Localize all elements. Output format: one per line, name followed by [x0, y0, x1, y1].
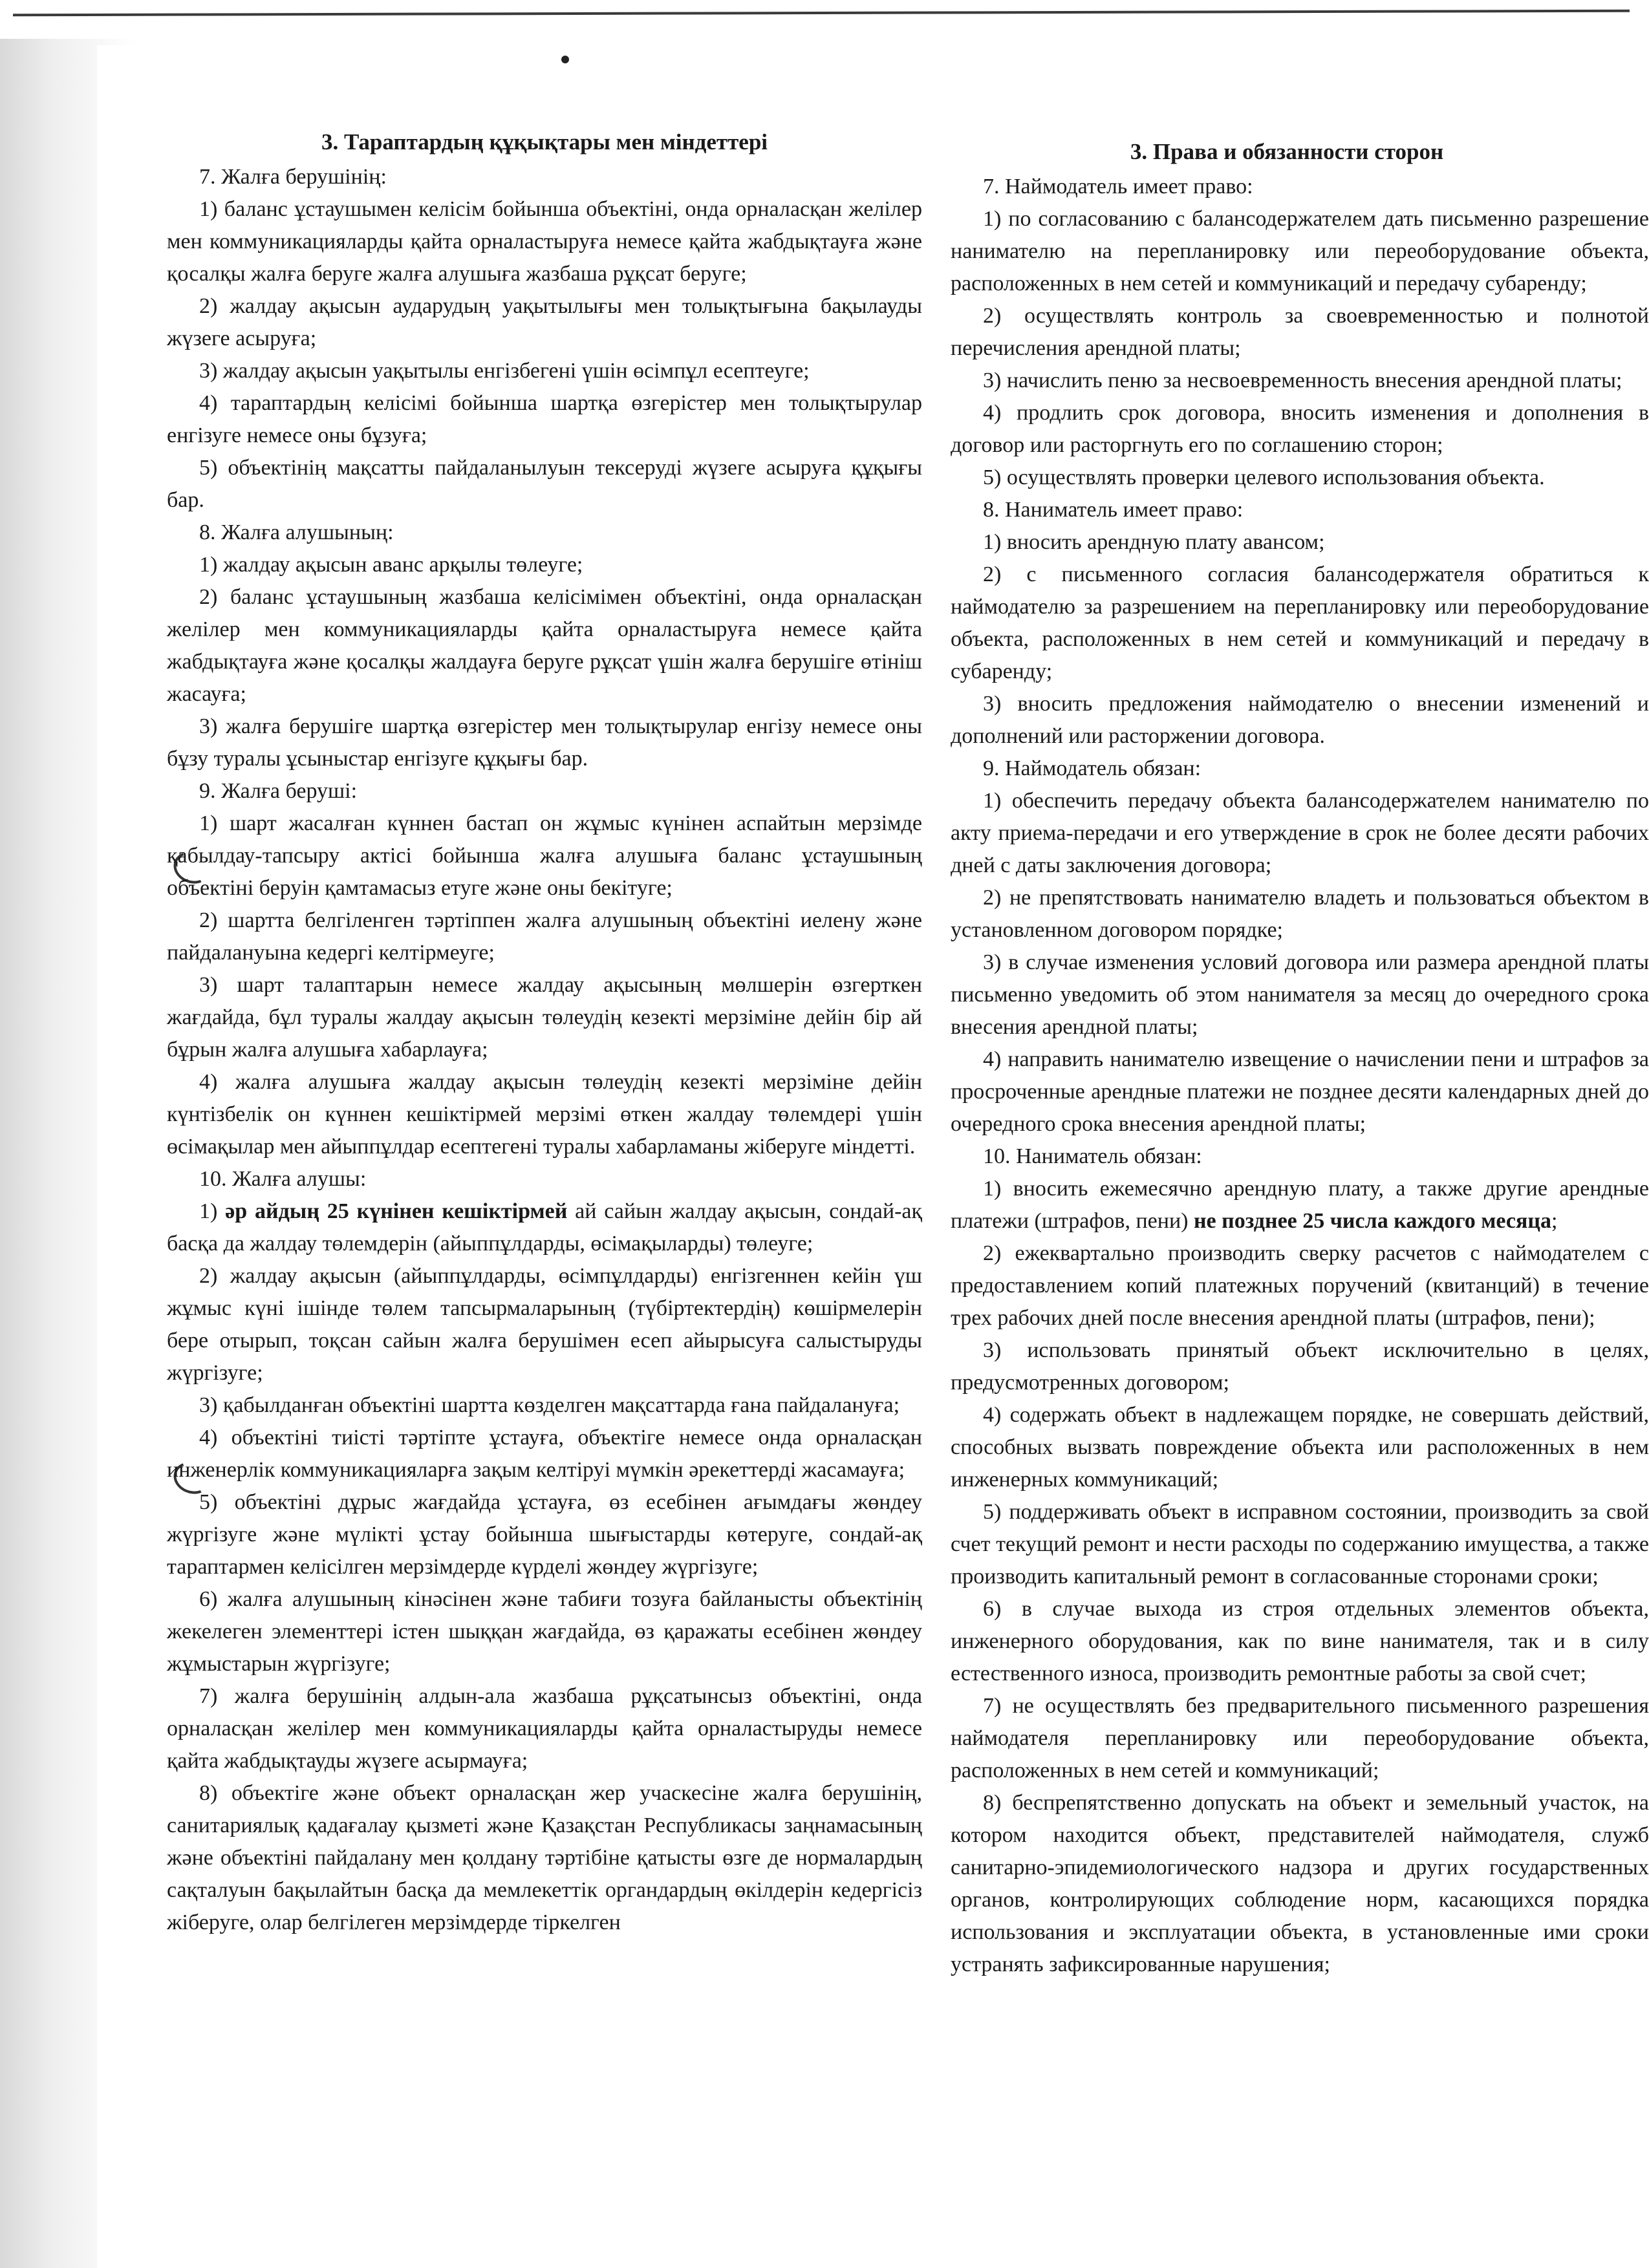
scan-top-edge	[13, 10, 1630, 17]
russian-paragraph-r10-4: 4) содержать объект в надлежащем порядке, не совершать действий, способных вызвать повреждение объекта или расположенных в нем инженерных коммуникаций;	[951, 1403, 1649, 1492]
russian-paragraph-r9-1: 1) обеспечить передачу объекта балансодержателем нанимателю по акту приема-передачи и его утверждение в срок не более десяти рабочих дней с даты заключения договора;	[951, 789, 1649, 877]
russian-section-heading: 3. Права и обязанности сторон	[1130, 139, 1444, 164]
kazakh-paragraph-l9-2: 2) шартта белгіленген тәртіппен жалға алушының объектіні иелену және пайдалануына кедергі келтірмеуге;	[167, 908, 922, 965]
kazakh-paragraph-l7-2: 2) жалдау ақысын аударудың уақытылығы мен толықтығына бақылауды жүзеге асыруға;	[167, 294, 922, 350]
kazakh-paragraph-l9-1: 1) шарт жасалған күннен бастап он жұмыс күнінен аспайтын мерзімде қабылдау-тапсыру актісі бойынша жалға алушыға баланс ұстаушының объектіні беруін қамтамасыз етуге және оны бекітуге;	[167, 811, 922, 900]
kazakh-column	[167, 126, 922, 1939]
russian-paragraph-r8: 8. Наниматель имеет право:	[983, 498, 1244, 522]
russian-paragraph-r10-3: 3) использовать принятый объект исключительно в целях, предусмотренных договором;	[951, 1338, 1649, 1395]
russian-column	[951, 136, 1649, 1981]
kazakh-paragraph-l9: 9. Жалға беруші:	[199, 779, 358, 803]
russian-paragraph-r10: 10. Наниматель обязан:	[983, 1144, 1202, 1168]
russian-paragraph-r10-5: 5) поддерживать объект в исправном состоянии, производить за свой счет текущий ремонт и нести расходы по содержанию имущества, а также производить капитальный ремонт в согласованные сторонами сроки;	[951, 1500, 1649, 1589]
russian-paragraph-r10-7: 7) не осуществлять без предварительного письменного разрешения наймодателя перепланировку или переоборудование объекта, расположенных в нем сетей и коммуникаций;	[951, 1694, 1649, 1782]
russian-paragraph-r7-1: 1) по согласованию с балансодержателем дать письменно разрешение нанимателю на перепланировку или переоборудование объекта, расположенных в нем сетей и коммуникаций и передачу субаренду;	[951, 207, 1649, 295]
kazakh-paragraph-l8-2: 2) баланс ұстаушының жазбаша келісімімен объектіні, онда орналасқан желілер мен коммуникацияларды қайта орналастыруға немесе қайта жабдықтауға және қосалқы жалдауға беруге рұқсат үшін жалға берушіге өтініш жасауға;	[167, 585, 922, 706]
russian-paragraph-r9-3: 3) в случае изменения условий договора или размера арендной платы письменно уведомить об этом нанимателя за месяц до очередного срока внесения арендной платы;	[951, 950, 1649, 1039]
kazakh-paragraph-l7-1: 1) баланс ұстаушымен келісім бойынша объектіні, онда орналасқан желілер мен коммуникацияларды қайта орналастыруға немесе қайта жабдықтауға және қосалқы жалға беруге жалға алушыға жазбаша рұқсат беруге;	[167, 197, 922, 286]
kazakh-paragraph-l10-1	[167, 1195, 922, 1260]
russian-paragraph-r7-4: 4) продлить срок договора, вносить изменения и дополнения в договор или расторгнуть его по соглашению сторон;	[951, 401, 1649, 457]
paragraph-rest: ;	[1551, 1209, 1558, 1233]
kazakh-paragraph-l10-3: 3) қабылданған объектіні шартта көзделген мақсаттарда ғана пайдалануға;	[199, 1393, 900, 1417]
kazakh-paragraph-l10-2: 2) жалдау ақысын (айыппұлдарды, өсімпұлдарды) енгізгеннен кейін үш жұмыс күні ішінде төлем тапсырмаларының (түбіртектердің) көшірмелерін бере отырып, тоқсан сайын жалға берушімен есеп айырысуға салыстыруды жүргізуге;	[167, 1264, 922, 1385]
kazakh-paragraph-l10-8: 8) объектіге және объект орналасқан жер учаскесіне жалға берушінің, санитариялық қадағалау қызметі және Қазақстан Республикасы заңнамасының және объектіні пайдалану мен қолдану тәртібіне қатысты өзге де нормалардың сақталуын бақылайтын басқа да мемлекеттік органдардың өкілдерін кедергісіз жіберуге, олар белгілеген мерзімдерде тіркелген	[167, 1781, 922, 1934]
russian-paragraph-r10-8: 8) беспрепятственно допускать на объект и земельный участок, на котором находится объект, представителей наймодателя, служб санитарно-эпидемиологического надзора и других государственных органов, контролирующих соблюдение норм, касающихся порядка использования и эксплуатации объекта, в установленные ими сроки устранять зафиксированные нарушения;	[951, 1791, 1649, 1976]
kazakh-paragraph-l7-4: 4) тараптардың келісімі бойынша шартқа өзгерістер мен толықтырулар енгізуге немесе оны бұзуға;	[167, 391, 922, 447]
kazakh-paragraph-l9-3: 3) шарт талаптарын немесе жалдау ақысының мөлшерін өзгерткен жағдайда, бұл туралы жалдау ақысын төлеудің кезекті мерзіміне дейін бір ай бұрын жалға алушыға хабарлауға;	[167, 973, 922, 1062]
paragraph-emphasis: әр айдың 25 күнінен кешіктірмей	[225, 1199, 568, 1223]
kazakh-section-heading: 3. Тараптардың құқықтары мен міндеттері	[321, 129, 768, 155]
russian-paragraph-r8-2: 2) с письменного согласия балансодержателя обратиться к наймодателю за разрешением на перепланировку или переоборудование объекта, расположенных в нем сетей и коммуникаций и передачу в субаренду;	[951, 562, 1649, 683]
kazakh-paragraph-l10-4: 4) объектіні тиісті тәртіпте ұстауға, объектіге немесе онда орналасқан инженерлік коммуникацияларға зақым келтіруі мүмкін әрекеттерді жасамауға;	[167, 1426, 922, 1482]
kazakh-paragraph-l10: 10. Жалға алушы:	[199, 1167, 367, 1191]
russian-paragraph-r10-1	[951, 1173, 1649, 1237]
paragraph-prefix: 1)	[199, 1199, 226, 1223]
russian-paragraph-r10-2: 2) ежеквартально производить сверку расчетов с наймодателем с предоставлением копий платежных поручений (квитанций) в течение трех рабочих дней после внесения арендной платы (штрафов, пени);	[951, 1241, 1649, 1330]
russian-paragraph-r7-2: 2) осуществлять контроль за своевременностью и полнотой перечисления арендной платы;	[951, 304, 1649, 360]
paragraph-prefix: 1) вносить ежемесячно арендную плату, а также другие арендные платежи (штрафов, пени)	[951, 1177, 1649, 1233]
kazakh-paragraph-l7-3: 3) жалдау ақысын уақытылы енгізбегені үшін өсімпұл есептеуге;	[199, 359, 810, 383]
kazakh-paragraph-l8-1: 1) жалдау ақысын аванс арқылы төлеуге;	[199, 553, 583, 577]
kazakh-paragraph-l10-6: 6) жалға алушының кінәсінен және табиғи тозуға байланысты объектінің жекелеген элементтері істен шыққан жағдайда, өз қаражаты есебінен жөндеу жұмыстарын жүргізуге;	[167, 1587, 922, 1676]
kazakh-paragraph-l10-5: 5) объектіні дұрыс жағдайда ұстауға, өз есебінен ағымдағы жөндеу жүргізуге және мүлікті ұстау бойынша шығыстарды көтеруге, сондай-ақ тараптармен келісілген мерзімдерде күрделі жөндеу жүргізуге;	[167, 1490, 922, 1579]
russian-paragraph-r9-2: 2) не препятствовать нанимателю владеть и пользоваться объектом в установленном договором порядке;	[951, 886, 1649, 942]
russian-paragraph-r8-1: 1) вносить арендную плату авансом;	[983, 530, 1325, 554]
kazakh-paragraph-l7-5: 5) объектінің мақсатты пайдаланылуын тексеруді жүзеге асыруға құқығы бар.	[167, 456, 922, 512]
kazakh-paragraph-l9-4: 4) жалға алушыға жалдау ақысын төлеудің кезекті мерзіміне дейін күнтізбелік он күннен кешіктірмей мерзімі өткен жалдау төлемдері үшін өсімақылар мен айыппұлдар есептегені туралы хабарламаны жіберуге міндетті.	[167, 1070, 922, 1159]
russian-paragraph-r9-4: 4) направить нанимателю извещение о начислении пени и штрафов за просроченные арендные платежи не позднее десяти календарных дней до очередного срока внесения арендной платы;	[951, 1047, 1649, 1136]
kazakh-paragraph-l8: 8. Жалға алушының:	[199, 520, 394, 544]
russian-paragraph-r7-5: 5) осуществлять проверки целевого использования объекта.	[983, 465, 1545, 489]
paragraph-rest: ай сайын жалдау ақысын, сондай-ақ басқа да жалдау төлемдерін (айыппұлдарды, өсімақыларды) төлеуге;	[167, 1199, 923, 1256]
kazakh-paragraph-l10-7: 7) жалға берушінің алдын-ала жазбаша рұқсатынсыз объектіні, онда орналасқан желілер мен коммуникацияларды қайта орналастыруды немесе қайта жабдықтауды жүзеге асырмауға;	[167, 1684, 922, 1773]
scan-speck	[561, 56, 569, 63]
russian-paragraph-r8-3: 3) вносить предложения наймодателю о внесении изменений и дополнений или расторжении договора.	[951, 692, 1649, 748]
russian-paragraph-r7: 7. Наймодатель имеет право:	[983, 175, 1253, 198]
paragraph-emphasis: не позднее 25 числа каждого месяца	[1193, 1209, 1551, 1233]
russian-paragraph-r9: 9. Наймодатель обязан:	[983, 756, 1202, 780]
kazakh-paragraph-l7: 7. Жалға берушінің:	[199, 165, 387, 189]
russian-paragraph-r7-3: 3) начислить пеню за несвоевременность внесения арендной платы;	[983, 369, 1622, 392]
kazakh-paragraph-l8-3: 3) жалға берушіге шартқа өзгерістер мен толықтырулар енгізу немесе оны бұзу туралы ұсыныстар енгізуге құқығы бар.	[167, 714, 922, 771]
russian-paragraph-r10-6: 6) в случае выхода из строя отдельных элементов объекта, инженерного оборудования, как по вине нанимателя, так и в силу естественного износа, производить ремонтные работы за свой счет;	[951, 1597, 1649, 1685]
